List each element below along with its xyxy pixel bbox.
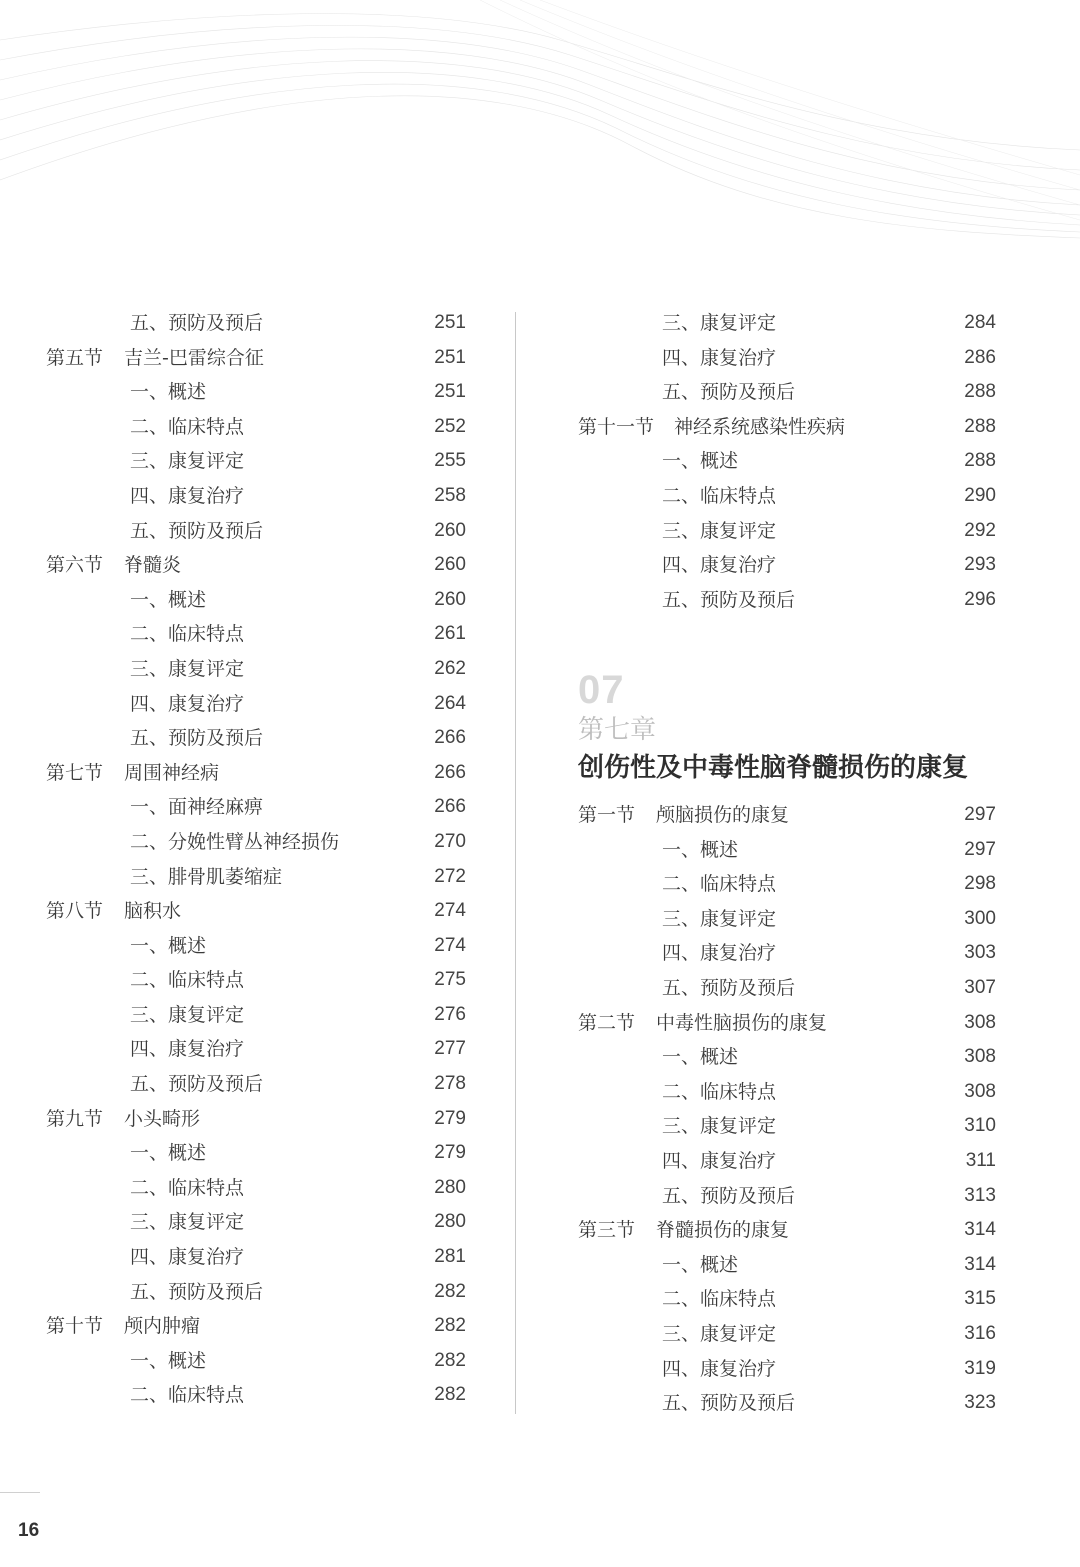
- item-label: 一、概述: [130, 588, 207, 611]
- toc-item-row[interactable]: [578, 902, 996, 937]
- page-ref: 282: [434, 1349, 466, 1371]
- item-label: 一、概述: [130, 934, 207, 957]
- item-label: 四、康复治疗: [662, 942, 777, 965]
- item-label: 五、预防及预后: [130, 727, 264, 750]
- page-ref: 266: [434, 727, 466, 749]
- item-label: 三、康复评定: [662, 907, 777, 930]
- toc-section-row[interactable]: [46, 1102, 466, 1137]
- page-ref: 261: [434, 623, 466, 645]
- item-label: 五、预防及预后: [130, 1073, 264, 1096]
- toc-item-row[interactable]: [46, 1205, 466, 1240]
- page-ref: 275: [434, 969, 466, 991]
- item-label: 四、康复治疗: [130, 1246, 245, 1269]
- item-label: 三、腓骨肌萎缩症: [130, 865, 283, 888]
- toc-item-row[interactable]: [46, 1136, 466, 1171]
- page-ref: 308: [964, 1046, 996, 1068]
- toc-item-row[interactable]: [46, 1067, 466, 1102]
- page-ref: 251: [434, 381, 466, 403]
- page-ref: 310: [964, 1115, 996, 1137]
- section-title: 中毒性脑损伤的康复: [656, 1011, 828, 1034]
- page-number: 16: [18, 1520, 40, 1541]
- toc-item-row[interactable]: [578, 971, 996, 1006]
- item-label: 五、预防及预后: [662, 381, 796, 404]
- item-label: 一、面神经麻痹: [130, 796, 264, 819]
- item-label: 二、临床特点: [662, 1288, 777, 1311]
- item-label: 三、康复评定: [130, 1003, 245, 1026]
- item-label: 五、预防及预后: [662, 1184, 796, 1207]
- page-ref: 297: [964, 838, 996, 860]
- section-title: 神经系统感染性疾病: [674, 415, 846, 438]
- toc-item-row[interactable]: [46, 1275, 466, 1310]
- page-ref: 316: [964, 1322, 996, 1344]
- page-ref: 255: [434, 450, 466, 472]
- page-ref: 290: [964, 484, 996, 506]
- page-ref: 262: [434, 657, 466, 679]
- toc-item-row[interactable]: [578, 936, 996, 971]
- page-ref: 296: [964, 588, 996, 610]
- toc-item-row[interactable]: [578, 341, 996, 376]
- item-label: 四、康复治疗: [130, 484, 245, 507]
- page-ref: 314: [964, 1219, 996, 1241]
- item-label: 五、预防及预后: [662, 588, 796, 611]
- chapter-title: 创伤性及中毒性脑脊髓损伤的康复: [578, 753, 969, 783]
- page-ref: 298: [964, 873, 996, 895]
- section-title: 颅内肿瘤: [124, 1315, 201, 1338]
- toc-section-row[interactable]: [46, 894, 466, 929]
- page-ref: 277: [434, 1038, 466, 1060]
- toc-item-row[interactable]: [46, 721, 466, 756]
- page-ref: 264: [434, 692, 466, 714]
- decorative-wave-lines: [0, 0, 1080, 300]
- toc-item-row[interactable]: [578, 1144, 996, 1179]
- item-label: 五、预防及预后: [130, 519, 264, 542]
- toc-item-row[interactable]: [578, 1179, 996, 1214]
- page-ref: 280: [434, 1176, 466, 1198]
- toc-item-row[interactable]: [578, 1282, 996, 1317]
- item-label: 二、分娩性臂丛神经损伤: [130, 830, 340, 853]
- item-label: 二、临床特点: [130, 969, 245, 992]
- toc-section-row[interactable]: [46, 548, 466, 583]
- toc-item-row[interactable]: [46, 860, 466, 895]
- page-ref: 251: [434, 346, 466, 368]
- page-ref: 282: [434, 1384, 466, 1406]
- item-label: 二、临床特点: [662, 1080, 777, 1103]
- page-ref: 293: [964, 554, 996, 576]
- section-number: 第八节: [46, 900, 104, 923]
- toc-item-row[interactable]: [578, 1109, 996, 1144]
- item-label: 二、临床特点: [130, 623, 245, 646]
- toc-item-row[interactable]: [46, 583, 466, 618]
- page-ref: 274: [434, 900, 466, 922]
- toc-right-column-bottom: [578, 798, 996, 1421]
- toc-item-row[interactable]: [578, 583, 996, 618]
- chapter-heading: [578, 668, 998, 788]
- section-number: 第十一节: [578, 415, 655, 438]
- toc-item-row[interactable]: [46, 1032, 466, 1067]
- item-label: 二、临床特点: [130, 1384, 245, 1407]
- toc-item-row[interactable]: [46, 687, 466, 722]
- item-label: 一、概述: [662, 1046, 739, 1069]
- chapter-name: 第七章: [578, 715, 657, 745]
- page-ref: 307: [964, 976, 996, 998]
- item-label: 一、概述: [130, 381, 207, 404]
- page-ref: 300: [964, 907, 996, 929]
- toc-item-row[interactable]: [46, 375, 466, 410]
- item-label: 一、概述: [130, 1349, 207, 1372]
- toc-section-row[interactable]: [46, 756, 466, 791]
- item-label: 二、临床特点: [130, 1176, 245, 1199]
- page-ref: 315: [964, 1288, 996, 1310]
- toc-section-row[interactable]: [578, 410, 996, 445]
- item-label: 四、康复治疗: [662, 346, 777, 369]
- toc-item-row[interactable]: [578, 514, 996, 549]
- item-label: 五、预防及预后: [130, 312, 264, 334]
- section-number: 第六节: [46, 554, 104, 577]
- toc-item-row[interactable]: [46, 652, 466, 687]
- page-ref: 274: [434, 934, 466, 956]
- toc-item-row[interactable]: [578, 306, 996, 341]
- toc-item-row[interactable]: [46, 410, 466, 445]
- toc-item-row[interactable]: [46, 963, 466, 998]
- page-ref: 323: [964, 1392, 996, 1414]
- page-ref: 281: [434, 1246, 466, 1268]
- page-ref: 266: [434, 796, 466, 818]
- page-ref: 286: [964, 346, 996, 368]
- toc-item-row[interactable]: [46, 1171, 466, 1206]
- item-label: 四、康复治疗: [662, 1357, 777, 1380]
- page-ref: 260: [434, 519, 466, 541]
- toc-item-row[interactable]: [578, 444, 996, 479]
- toc-item-row[interactable]: [578, 1040, 996, 1075]
- toc-item-row[interactable]: [46, 929, 466, 964]
- page-ref: 319: [964, 1357, 996, 1379]
- page-ref: 314: [964, 1253, 996, 1275]
- toc-item-row[interactable]: [46, 306, 466, 341]
- page-ref: 282: [434, 1315, 466, 1337]
- page-ref: 252: [434, 415, 466, 437]
- toc-item-row[interactable]: [578, 1248, 996, 1283]
- item-label: 五、预防及预后: [662, 976, 796, 999]
- toc-item-row[interactable]: [578, 479, 996, 514]
- toc-item-row[interactable]: [578, 867, 996, 902]
- toc-left-column: [46, 306, 466, 1413]
- item-label: 一、概述: [662, 1253, 739, 1276]
- item-label: 三、康复评定: [662, 1115, 777, 1138]
- page-ref: 311: [965, 1149, 996, 1171]
- item-label: 三、康复评定: [662, 312, 777, 334]
- item-label: 二、临床特点: [662, 873, 777, 896]
- item-label: 三、康复评定: [130, 1211, 245, 1234]
- page-ref: 297: [964, 804, 996, 825]
- page-ref: 260: [434, 554, 466, 576]
- page-ref: 313: [964, 1184, 996, 1206]
- section-number: 第九节: [46, 1107, 104, 1130]
- toc-section-row[interactable]: [578, 1213, 996, 1248]
- toc-item-row[interactable]: [578, 1352, 996, 1387]
- page-ref: 278: [434, 1073, 466, 1095]
- page-ref: 292: [964, 519, 996, 541]
- toc-item-row[interactable]: [46, 444, 466, 479]
- page-ref: 280: [434, 1211, 466, 1233]
- page-ref: 270: [434, 830, 466, 852]
- chapter-number: 07: [578, 668, 625, 712]
- toc-item-row[interactable]: [46, 514, 466, 549]
- toc-item-row[interactable]: [578, 833, 996, 868]
- toc-item-row[interactable]: [578, 1075, 996, 1110]
- item-label: 四、康复治疗: [130, 1038, 245, 1061]
- toc-item-row[interactable]: [46, 1344, 466, 1379]
- page-ref: 258: [434, 484, 466, 506]
- section-title: 脑积水: [124, 900, 182, 923]
- toc-item-row[interactable]: [46, 1240, 466, 1275]
- page-ref: 272: [434, 865, 466, 887]
- toc-item-row[interactable]: [46, 1378, 466, 1413]
- page-ref: 288: [964, 450, 996, 472]
- section-title: 周围神经病: [124, 761, 220, 784]
- toc-item-row[interactable]: [578, 375, 996, 410]
- toc-item-row[interactable]: [46, 825, 466, 860]
- toc-section-row[interactable]: [578, 1006, 996, 1041]
- section-title: 颅脑损伤的康复: [656, 804, 790, 826]
- item-label: 二、临床特点: [662, 484, 777, 507]
- item-label: 五、预防及预后: [130, 1280, 264, 1303]
- item-label: 一、概述: [662, 450, 739, 473]
- toc-right-column-top: [578, 306, 996, 617]
- page-ref: 260: [434, 588, 466, 610]
- item-label: 四、康复治疗: [662, 1149, 777, 1172]
- page-ref: 308: [964, 1080, 996, 1102]
- section-number: 第十节: [46, 1315, 104, 1338]
- page-ref: 266: [434, 761, 466, 783]
- page-ref: 276: [434, 1003, 466, 1025]
- toc-item-row[interactable]: [578, 1386, 996, 1421]
- page-ref: 279: [434, 1107, 466, 1129]
- item-label: 一、概述: [130, 1142, 207, 1165]
- column-divider: [515, 312, 516, 1414]
- item-label: 四、康复治疗: [130, 692, 245, 715]
- toc-item-row[interactable]: [46, 790, 466, 825]
- toc-item-row[interactable]: [578, 548, 996, 583]
- page-ref: 251: [434, 312, 466, 333]
- toc-section-row[interactable]: [578, 798, 996, 833]
- section-title: 小头畸形: [124, 1107, 201, 1130]
- item-label: 一、概述: [662, 838, 739, 861]
- item-label: 三、康复评定: [662, 1322, 777, 1345]
- item-label: 三、康复评定: [130, 657, 245, 680]
- item-label: 五、预防及预后: [662, 1392, 796, 1415]
- item-label: 四、康复治疗: [662, 554, 777, 577]
- section-title: 脊髓炎: [124, 554, 182, 577]
- section-number: 第二节: [578, 1011, 636, 1034]
- toc-item-row[interactable]: [46, 998, 466, 1033]
- section-number: 第七节: [46, 761, 104, 784]
- item-label: 三、康复评定: [662, 519, 777, 542]
- page-ref: 284: [964, 312, 996, 333]
- toc-section-row[interactable]: [46, 341, 466, 376]
- toc-item-row[interactable]: [46, 479, 466, 514]
- toc-item-row[interactable]: [578, 1317, 996, 1352]
- page-ref: 288: [964, 415, 996, 437]
- section-number: 第三节: [578, 1219, 636, 1242]
- section-number: 第五节: [46, 346, 104, 369]
- page-ref: 288: [964, 381, 996, 403]
- toc-item-row[interactable]: [46, 617, 466, 652]
- footer-rule: [0, 1492, 40, 1493]
- section-title: 脊髓损伤的康复: [656, 1219, 790, 1242]
- item-label: 三、康复评定: [130, 450, 245, 473]
- toc-section-row[interactable]: [46, 1309, 466, 1344]
- item-label: 二、临床特点: [130, 415, 245, 438]
- page-ref: 308: [964, 1011, 996, 1033]
- section-number: 第一节: [578, 804, 636, 826]
- page-ref: 282: [434, 1280, 466, 1302]
- page-ref: 303: [964, 942, 996, 964]
- page-ref: 279: [434, 1142, 466, 1164]
- section-title: 吉兰-巴雷综合征: [124, 346, 264, 369]
